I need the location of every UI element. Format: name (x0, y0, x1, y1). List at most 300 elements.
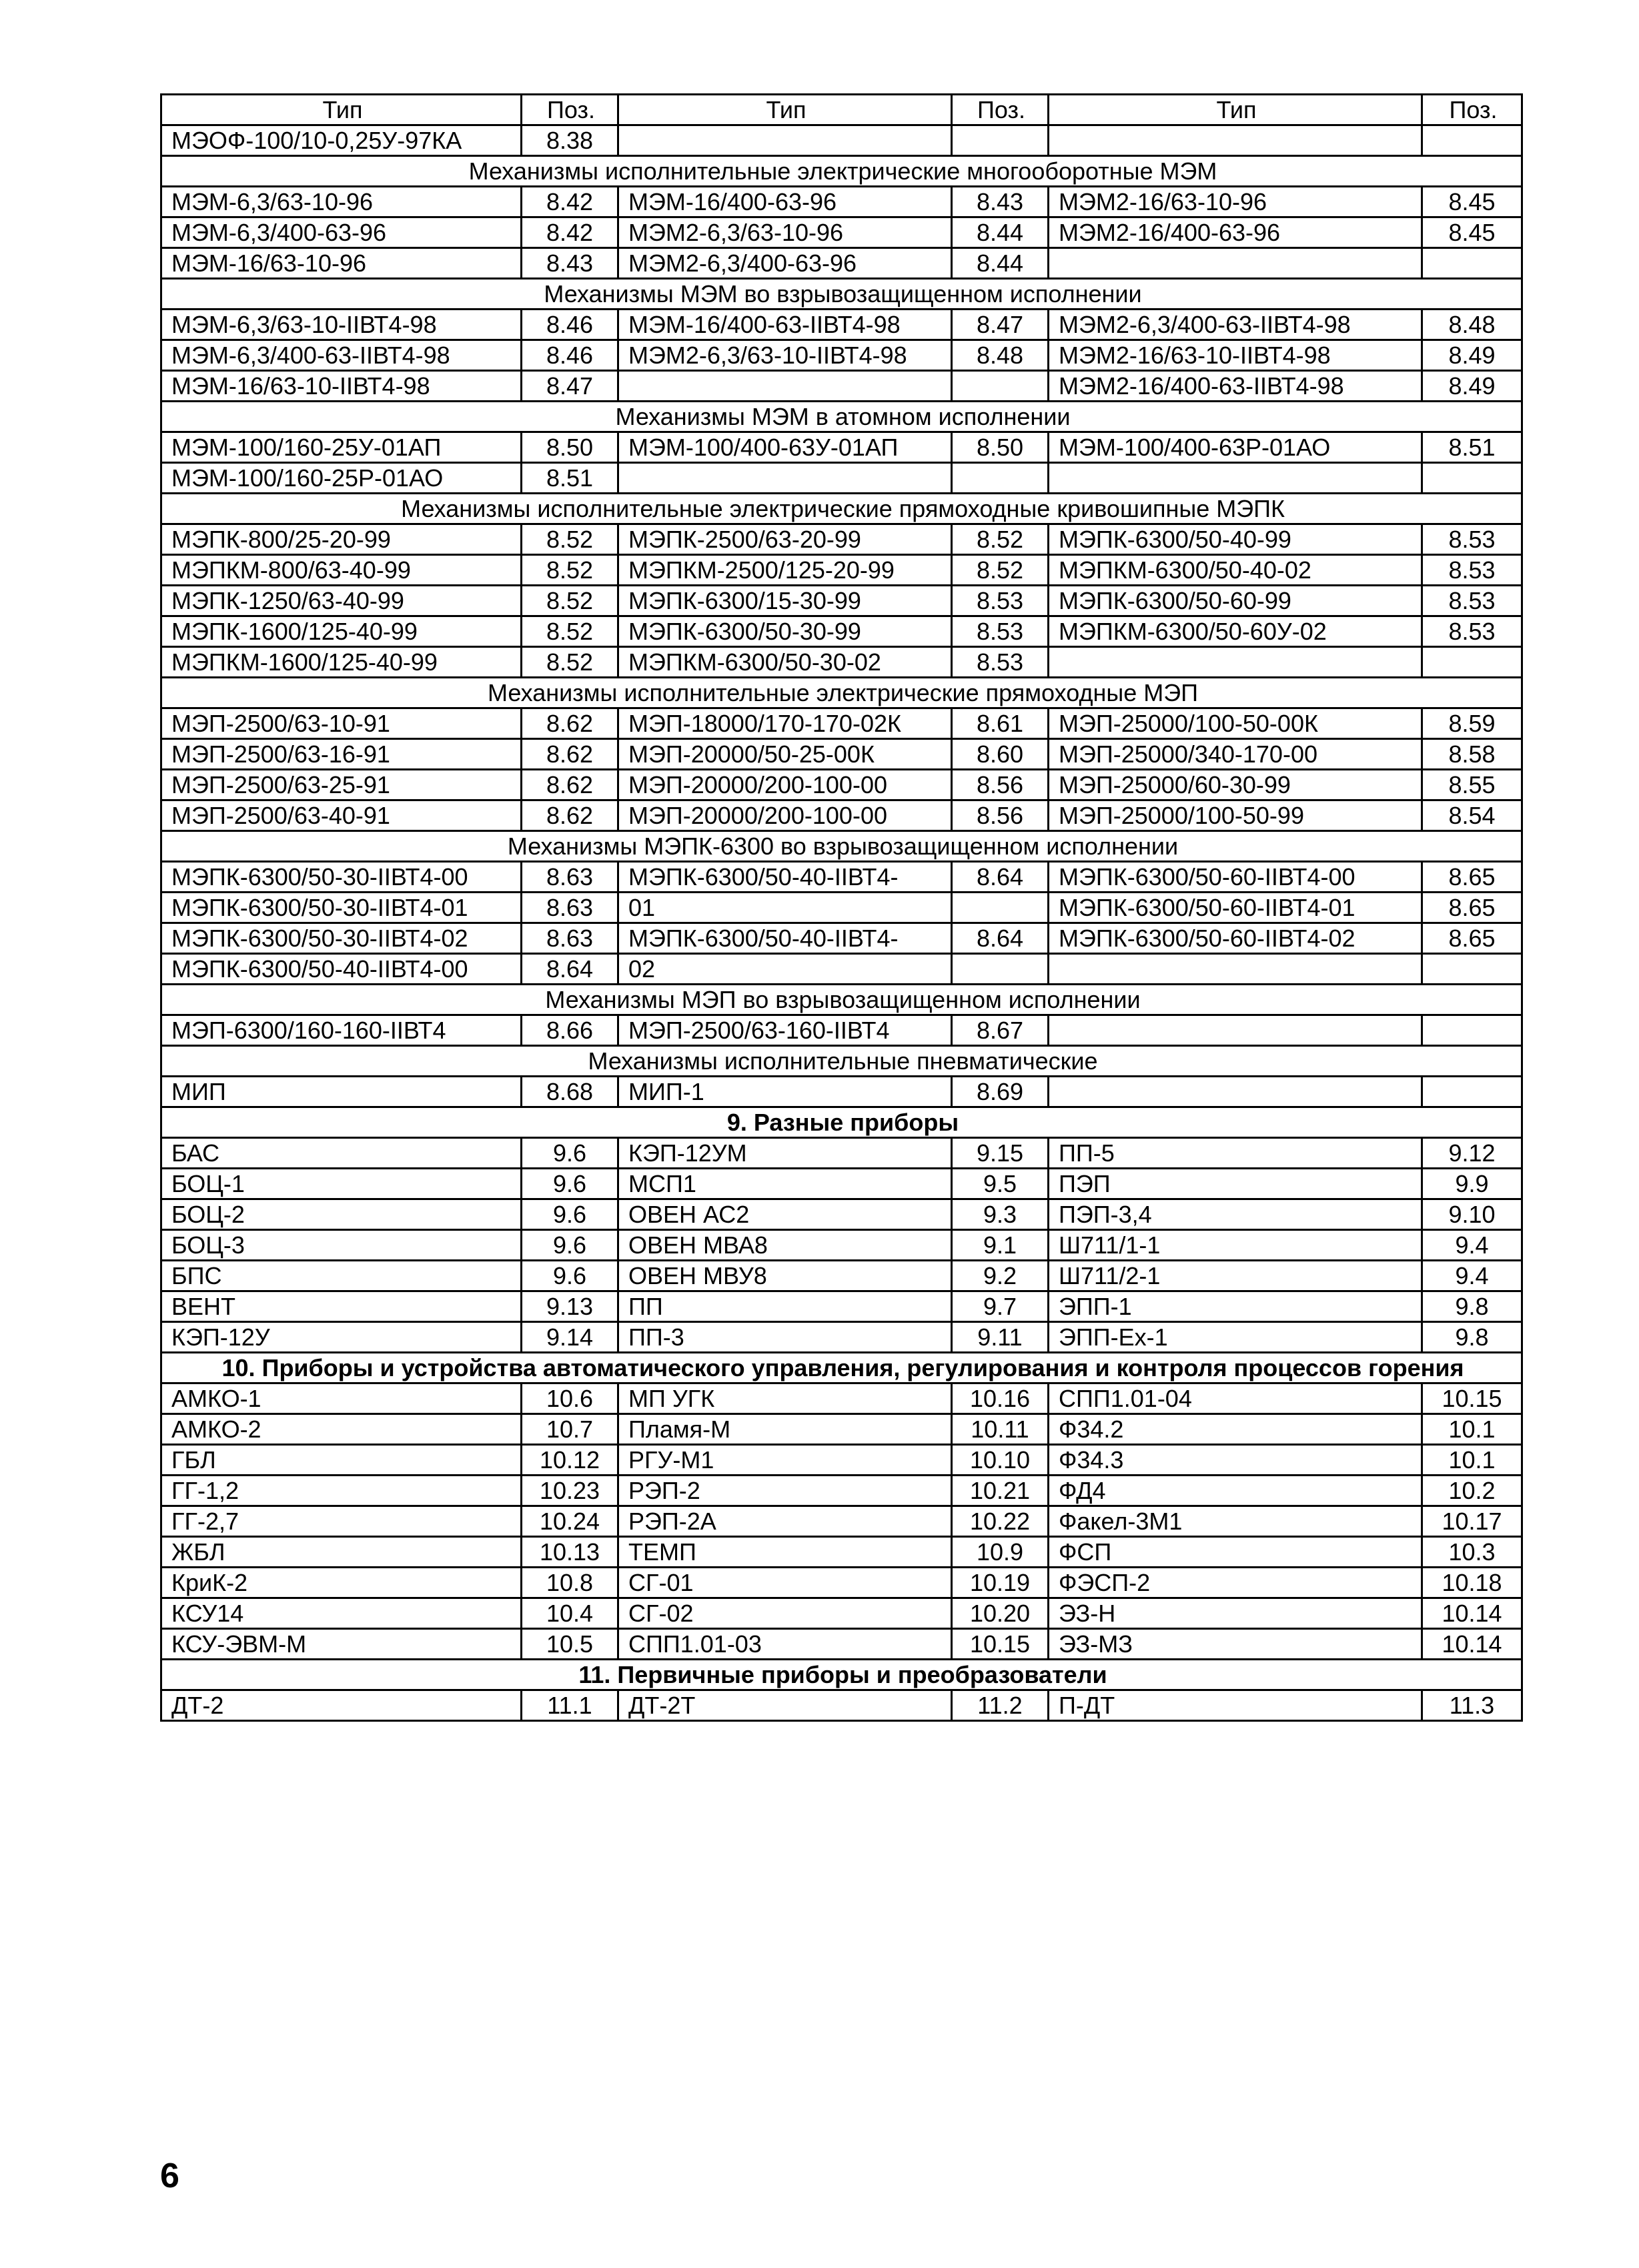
table-row (161, 1629, 1522, 1660)
section-header-row (161, 494, 1522, 524)
type-cell: МЭПКМ-1600/125-40-99 (161, 647, 522, 678)
section-title: Механизмы МЭМ во взрывозащищенном исполнении (161, 279, 1522, 310)
pos-cell: 10.1 (1422, 1445, 1522, 1476)
table-row (161, 616, 1522, 647)
pos-cell: 8.54 (1422, 800, 1522, 831)
type-cell: МЭМ2-16/400-63-96 (1049, 217, 1422, 248)
pos-cell: 9.5 (952, 1169, 1049, 1199)
table-row (161, 1506, 1522, 1537)
type-cell (618, 125, 952, 156)
pos-cell (952, 371, 1049, 402)
pos-cell: 10.11 (952, 1414, 1049, 1445)
type-cell: ГБЛ (161, 1445, 522, 1476)
type-cell: МИП (161, 1077, 522, 1107)
pos-cell (952, 125, 1049, 156)
type-cell: МЭМ-6,3/400-63-96 (161, 217, 522, 248)
section-header-row (161, 985, 1522, 1015)
pos-cell: 11.1 (522, 1690, 618, 1721)
section-title: Механизмы исполнительные электрические прямоходные кривошипные МЭПК (161, 494, 1522, 524)
section-header-row (161, 156, 1522, 187)
pos-cell: 10.5 (522, 1629, 618, 1660)
pos-cell: 8.51 (1422, 432, 1522, 463)
type-cell: ОВЕН АС2 (618, 1199, 952, 1230)
type-cell: МЭОФ-100/10-0,25У-97КА (161, 125, 522, 156)
section-title: 11. Первичные приборы и преобразователи (161, 1660, 1522, 1690)
type-cell: АМКО-2 (161, 1414, 522, 1445)
pos-cell: 8.65 (1422, 923, 1522, 954)
pos-cell: 9.6 (522, 1199, 618, 1230)
pos-cell: 10.12 (522, 1445, 618, 1476)
type-cell: ПЭП-3,4 (1049, 1199, 1422, 1230)
pos-cell: 10.21 (952, 1476, 1049, 1506)
pos-cell: 8.58 (1422, 739, 1522, 770)
pos-cell: 8.44 (952, 217, 1049, 248)
pos-cell: 8.48 (1422, 310, 1522, 340)
table-row (161, 800, 1522, 831)
type-cell: МЭМ2-6,3/400-63-IIВТ4-98 (1049, 310, 1422, 340)
table-row (161, 555, 1522, 586)
type-cell: СГ-02 (618, 1598, 952, 1629)
type-cell: СПП1.01-03 (618, 1629, 952, 1660)
table-row (161, 1322, 1522, 1353)
table-body (161, 125, 1522, 1721)
type-cell: МЭПКМ-6300/50-30-02 (618, 647, 952, 678)
type-cell: МЭПК-1250/63-40-99 (161, 586, 522, 616)
type-cell (618, 463, 952, 494)
type-cell: МЭП-18000/170-170-02К (618, 708, 952, 739)
type-cell: КЭП-12У (161, 1322, 522, 1353)
table-row (161, 862, 1522, 893)
type-cell (1049, 1077, 1422, 1107)
pos-cell: 8.62 (522, 770, 618, 800)
section-header-row (161, 1046, 1522, 1077)
pos-cell: 10.3 (1422, 1537, 1522, 1568)
type-cell: ГГ-1,2 (161, 1476, 522, 1506)
pos-cell: 8.61 (952, 708, 1049, 739)
type-cell: ТЕМП (618, 1537, 952, 1568)
type-cell (1049, 463, 1422, 494)
pos-cell: 8.66 (522, 1015, 618, 1046)
type-cell: МЭМ-100/160-25Р-01АО (161, 463, 522, 494)
type-cell: ГГ-2,7 (161, 1506, 522, 1537)
pos-cell (952, 463, 1049, 494)
type-cell: ЭЗ-МЗ (1049, 1629, 1422, 1660)
pos-cell: 10.16 (952, 1383, 1049, 1414)
type-cell: МЭМ2-6,3/63-10-IIВТ4-98 (618, 340, 952, 371)
table-row (161, 310, 1522, 340)
pos-cell: 8.52 (522, 555, 618, 586)
table-row (161, 463, 1522, 494)
table-header-row (161, 95, 1522, 125)
type-cell: МЭПК-6300/50-60-IIВТ4-00 (1049, 862, 1422, 893)
type-cell: БАС (161, 1138, 522, 1169)
pos-cell (1422, 248, 1522, 279)
type-cell: СПП1.01-04 (1049, 1383, 1422, 1414)
table-row (161, 1414, 1522, 1445)
type-cell: 01 (618, 893, 952, 923)
pos-cell: 8.52 (952, 524, 1049, 555)
type-cell: МЭП-20000/200-100-00 (618, 770, 952, 800)
type-cell: МЭПК-6300/50-30-IIВТ4-01 (161, 893, 522, 923)
pos-cell (1422, 954, 1522, 985)
pos-cell: 8.43 (952, 187, 1049, 217)
table-row (161, 1015, 1522, 1046)
section-title: Механизмы исполнительные электрические многооборотные МЭМ (161, 156, 1522, 187)
type-cell: МЭМ-6,3/63-10-96 (161, 187, 522, 217)
type-cell: ПП (618, 1291, 952, 1322)
pos-cell: 8.52 (952, 555, 1049, 586)
page-number: 6 (160, 2157, 179, 2195)
type-cell: МЭМ2-6,3/63-10-96 (618, 217, 952, 248)
type-cell: МЭПК-6300/50-30-IIВТ4-00 (161, 862, 522, 893)
pos-cell (1422, 125, 1522, 156)
type-cell: МЭМ-16/400-63-96 (618, 187, 952, 217)
pos-cell: 8.56 (952, 770, 1049, 800)
pos-cell: 9.9 (1422, 1169, 1522, 1199)
type-cell: МЭМ-100/400-63Р-01АО (1049, 432, 1422, 463)
type-cell: МЭМ2-6,3/400-63-96 (618, 248, 952, 279)
type-cell: МЭПК-6300/50-30-IIВТ4-02 (161, 923, 522, 954)
pos-cell: 8.56 (952, 800, 1049, 831)
pos-cell: 10.9 (952, 1537, 1049, 1568)
type-cell: МЭП-25000/340-170-00 (1049, 739, 1422, 770)
section-header-row (161, 402, 1522, 432)
pos-cell: 9.6 (522, 1138, 618, 1169)
type-cell: ПП-5 (1049, 1138, 1422, 1169)
pos-cell: 8.55 (1422, 770, 1522, 800)
type-cell: ВЕНТ (161, 1291, 522, 1322)
pos-cell: 9.14 (522, 1322, 618, 1353)
table-row (161, 893, 1522, 923)
pos-cell: 9.6 (522, 1230, 618, 1261)
pos-cell: 10.13 (522, 1537, 618, 1568)
pos-cell: 10.20 (952, 1598, 1049, 1629)
section-header-row (161, 1107, 1522, 1138)
pos-cell: 8.52 (522, 647, 618, 678)
type-cell: МЭПК-6300/50-40-99 (1049, 524, 1422, 555)
table-row (161, 586, 1522, 616)
table-row (161, 1077, 1522, 1107)
table-row (161, 524, 1522, 555)
pos-cell: 9.4 (1422, 1230, 1522, 1261)
pos-cell: 11.3 (1422, 1690, 1522, 1721)
table-row (161, 125, 1522, 156)
pos-cell: 8.63 (522, 862, 618, 893)
type-cell: Ш711/1-1 (1049, 1230, 1422, 1261)
type-cell: МЭП-25000/60-30-99 (1049, 770, 1422, 800)
table-row (161, 1537, 1522, 1568)
pos-cell: 8.53 (1422, 586, 1522, 616)
pos-cell: 9.6 (522, 1169, 618, 1199)
type-cell: ПП-3 (618, 1322, 952, 1353)
type-cell: МЭПКМ-6300/50-60У-02 (1049, 616, 1422, 647)
pos-cell: 10.19 (952, 1568, 1049, 1598)
type-cell: МЭМ2-16/63-10-IIВТ4-98 (1049, 340, 1422, 371)
pos-cell: 8.47 (952, 310, 1049, 340)
type-cell: МЭМ-6,3/63-10-IIВТ4-98 (161, 310, 522, 340)
pos-cell: 9.8 (1422, 1322, 1522, 1353)
pos-cell: 8.69 (952, 1077, 1049, 1107)
type-cell: МЭМ-100/160-25У-01АП (161, 432, 522, 463)
pos-cell: 9.3 (952, 1199, 1049, 1230)
pos-cell: 8.52 (522, 586, 618, 616)
type-cell: ЭЗ-Н (1049, 1598, 1422, 1629)
pos-cell: 8.63 (522, 893, 618, 923)
type-cell: МЭПК-1600/125-40-99 (161, 616, 522, 647)
section-title: 9. Разные приборы (161, 1107, 1522, 1138)
type-cell (1049, 954, 1422, 985)
type-cell: МЭПК-6300/50-60-IIВТ4-01 (1049, 893, 1422, 923)
pos-cell: 9.2 (952, 1261, 1049, 1291)
table-row (161, 1261, 1522, 1291)
type-cell: МЭМ-16/63-10-IIВТ4-98 (161, 371, 522, 402)
table-row (161, 1690, 1522, 1721)
section-header-row (161, 1660, 1522, 1690)
table-row (161, 1598, 1522, 1629)
pos-cell (1422, 1077, 1522, 1107)
type-cell: МЭПК-6300/50-60-99 (1049, 586, 1422, 616)
type-cell (1049, 125, 1422, 156)
section-title: Механизмы исполнительные электрические прямоходные МЭП (161, 678, 1522, 708)
type-cell: МП УГК (618, 1383, 952, 1414)
type-cell (1049, 647, 1422, 678)
type-cell: ФСП (1049, 1537, 1422, 1568)
pos-cell: 8.44 (952, 248, 1049, 279)
pos-cell: 10.4 (522, 1598, 618, 1629)
type-cell: МЭП-20000/50-25-00К (618, 739, 952, 770)
table-row (161, 432, 1522, 463)
type-cell: МЭП-2500/63-10-91 (161, 708, 522, 739)
type-cell: ЭПП-1 (1049, 1291, 1422, 1322)
pos-cell: 10.23 (522, 1476, 618, 1506)
pos-cell: 9.12 (1422, 1138, 1522, 1169)
type-cell: МЭП-6300/160-160-IIВТ4 (161, 1015, 522, 1046)
type-cell (1049, 248, 1422, 279)
pos-cell: 8.53 (1422, 616, 1522, 647)
pos-cell: 9.4 (1422, 1261, 1522, 1291)
section-title: Механизмы МЭПК-6300 во взрывозащищенном исполнении (161, 831, 1522, 862)
type-cell: БПС (161, 1261, 522, 1291)
pos-cell: 10.2 (1422, 1476, 1522, 1506)
pos-cell: 8.47 (522, 371, 618, 402)
section-title: Механизмы исполнительные пневматические (161, 1046, 1522, 1077)
type-cell: Ш711/2-1 (1049, 1261, 1422, 1291)
section-title: Механизмы МЭМ в атомном исполнении (161, 402, 1522, 432)
type-cell: П-ДТ (1049, 1690, 1422, 1721)
table-row (161, 708, 1522, 739)
type-cell: МЭПК-800/25-20-99 (161, 524, 522, 555)
pos-cell: 8.53 (952, 586, 1049, 616)
pos-cell: 8.46 (522, 310, 618, 340)
table-row (161, 1445, 1522, 1476)
type-cell: 02 (618, 954, 952, 985)
type-cell: БОЦ-1 (161, 1169, 522, 1199)
type-cell: СГ-01 (618, 1568, 952, 1598)
header-pos-3: Поз. (1422, 95, 1522, 125)
pos-cell: 8.43 (522, 248, 618, 279)
type-cell: Ф34.3 (1049, 1445, 1422, 1476)
type-cell: МЭМ-16/400-63-IIВТ4-98 (618, 310, 952, 340)
type-cell: ОВЕН МВУ8 (618, 1261, 952, 1291)
type-cell: ПЭП (1049, 1169, 1422, 1199)
type-cell: МСП1 (618, 1169, 952, 1199)
table-row (161, 647, 1522, 678)
pos-cell (1422, 463, 1522, 494)
type-cell: ДТ-2 (161, 1690, 522, 1721)
type-cell: БОЦ-2 (161, 1199, 522, 1230)
pos-cell: 10.24 (522, 1506, 618, 1537)
type-cell: КСУ14 (161, 1598, 522, 1629)
pos-cell: 8.45 (1422, 187, 1522, 217)
pos-cell: 9.15 (952, 1138, 1049, 1169)
pos-cell: 10.17 (1422, 1506, 1522, 1537)
pos-cell (1422, 647, 1522, 678)
pos-cell (952, 893, 1049, 923)
type-cell (618, 371, 952, 402)
type-cell: Пламя-М (618, 1414, 952, 1445)
type-cell: МЭПК-6300/50-40-IIВТ4- (618, 862, 952, 893)
type-cell: МЭПК-6300/50-30-99 (618, 616, 952, 647)
type-cell: ФЭСП-2 (1049, 1568, 1422, 1598)
table-row (161, 923, 1522, 954)
table-row (161, 1199, 1522, 1230)
type-cell: МЭПК-6300/50-40-IIВТ4-00 (161, 954, 522, 985)
pos-cell: 8.67 (952, 1015, 1049, 1046)
type-cell: ЖБЛ (161, 1537, 522, 1568)
type-cell: МЭМ-100/400-63У-01АП (618, 432, 952, 463)
pos-cell: 10.15 (1422, 1383, 1522, 1414)
pos-cell: 9.8 (1422, 1291, 1522, 1322)
type-cell: МЭП-2500/63-160-IIВТ4 (618, 1015, 952, 1046)
type-cell: ОВЕН МВА8 (618, 1230, 952, 1261)
type-cell: КСУ-ЭВМ-М (161, 1629, 522, 1660)
pos-cell: 8.68 (522, 1077, 618, 1107)
header-type-2: Тип (618, 95, 952, 125)
section-header-row (161, 678, 1522, 708)
pos-cell: 8.62 (522, 800, 618, 831)
type-cell: МЭМ2-16/400-63-IIВТ4-98 (1049, 371, 1422, 402)
table-row (161, 1383, 1522, 1414)
pos-cell: 9.1 (952, 1230, 1049, 1261)
table-row (161, 1230, 1522, 1261)
pos-cell: 10.6 (522, 1383, 618, 1414)
type-cell: РГУ-М1 (618, 1445, 952, 1476)
pos-cell: 8.59 (1422, 708, 1522, 739)
pos-cell: 8.65 (1422, 862, 1522, 893)
type-cell: МЭПКМ-6300/50-40-02 (1049, 555, 1422, 586)
pos-cell: 8.63 (522, 923, 618, 954)
pos-cell: 8.42 (522, 187, 618, 217)
table-row (161, 217, 1522, 248)
header-pos-1: Поз. (522, 95, 618, 125)
type-cell: МЭП-25000/100-50-99 (1049, 800, 1422, 831)
table-row (161, 770, 1522, 800)
pos-cell: 8.38 (522, 125, 618, 156)
pos-cell: 9.10 (1422, 1199, 1522, 1230)
table-row (161, 1568, 1522, 1598)
type-cell: МЭП-2500/63-40-91 (161, 800, 522, 831)
pos-cell: 10.22 (952, 1506, 1049, 1537)
type-cell: МЭМ-6,3/400-63-IIВТ4-98 (161, 340, 522, 371)
type-cell: МЭМ-16/63-10-96 (161, 248, 522, 279)
pos-cell: 8.42 (522, 217, 618, 248)
pos-cell: 11.2 (952, 1690, 1049, 1721)
table-row (161, 248, 1522, 279)
pos-cell (952, 954, 1049, 985)
section-header-row (161, 1353, 1522, 1383)
table-row (161, 1138, 1522, 1169)
pos-cell: 9.7 (952, 1291, 1049, 1322)
pos-cell: 10.10 (952, 1445, 1049, 1476)
type-cell: МЭПК-6300/15-30-99 (618, 586, 952, 616)
pos-cell: 8.53 (952, 647, 1049, 678)
pos-cell: 8.48 (952, 340, 1049, 371)
section-title: 10. Приборы и устройства автоматического управления, регулирования и контроля процессов горения (161, 1353, 1522, 1383)
header-type-3: Тип (1049, 95, 1422, 125)
type-cell: МЭПК-6300/50-40-IIВТ4- (618, 923, 952, 954)
type-cell: МЭП-25000/100-50-00К (1049, 708, 1422, 739)
type-cell: КриК-2 (161, 1568, 522, 1598)
table-row (161, 1476, 1522, 1506)
pos-cell: 8.64 (522, 954, 618, 985)
pos-cell: 8.62 (522, 739, 618, 770)
type-cell: БОЦ-3 (161, 1230, 522, 1261)
pos-cell: 8.49 (1422, 371, 1522, 402)
type-cell: МЭП-2500/63-25-91 (161, 770, 522, 800)
table-row (161, 371, 1522, 402)
pos-cell: 8.64 (952, 862, 1049, 893)
section-header-row (161, 831, 1522, 862)
pos-cell: 8.46 (522, 340, 618, 371)
type-cell: Ф34.2 (1049, 1414, 1422, 1445)
table-row (161, 1169, 1522, 1199)
type-cell: МЭПК-2500/63-20-99 (618, 524, 952, 555)
pos-cell: 10.18 (1422, 1568, 1522, 1598)
pos-cell: 8.51 (522, 463, 618, 494)
type-cell: ФД4 (1049, 1476, 1422, 1506)
pos-cell: 10.14 (1422, 1629, 1522, 1660)
pos-cell: 8.64 (952, 923, 1049, 954)
pos-cell: 8.53 (1422, 524, 1522, 555)
type-cell: МЭПКМ-2500/125-20-99 (618, 555, 952, 586)
pos-cell: 8.60 (952, 739, 1049, 770)
pos-cell: 8.50 (522, 432, 618, 463)
section-title: Механизмы МЭП во взрывозащищенном исполнении (161, 985, 1522, 1015)
type-cell: Факел-3М1 (1049, 1506, 1422, 1537)
pos-cell: 10.7 (522, 1414, 618, 1445)
type-cell: АМКО-1 (161, 1383, 522, 1414)
type-cell: КЭП-12УМ (618, 1138, 952, 1169)
table-row (161, 1291, 1522, 1322)
table-row (161, 739, 1522, 770)
pos-cell: 10.8 (522, 1568, 618, 1598)
header-type-1: Тип (161, 95, 522, 125)
header-pos-2: Поз. (952, 95, 1049, 125)
type-cell: РЭП-2А (618, 1506, 952, 1537)
pos-cell: 10.15 (952, 1629, 1049, 1660)
index-table (160, 93, 1523, 1722)
pos-cell: 8.52 (522, 524, 618, 555)
pos-cell: 8.53 (952, 616, 1049, 647)
pos-cell: 8.52 (522, 616, 618, 647)
type-cell: МЭПК-6300/50-60-IIВТ4-02 (1049, 923, 1422, 954)
type-cell: ЭПП-Ех-1 (1049, 1322, 1422, 1353)
type-cell: МЭП-20000/200-100-00 (618, 800, 952, 831)
pos-cell: 8.49 (1422, 340, 1522, 371)
pos-cell: 9.11 (952, 1322, 1049, 1353)
pos-cell: 8.45 (1422, 217, 1522, 248)
type-cell (1049, 1015, 1422, 1046)
